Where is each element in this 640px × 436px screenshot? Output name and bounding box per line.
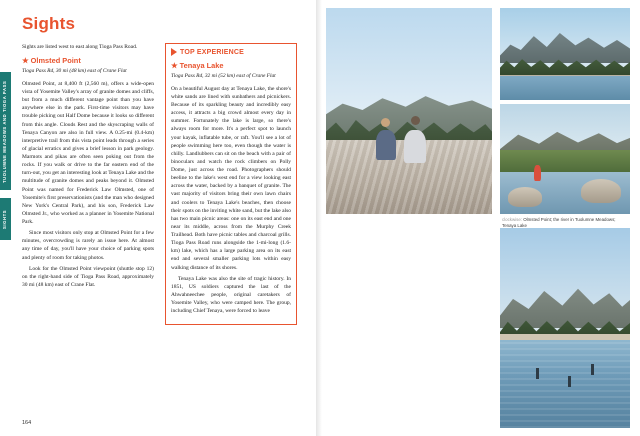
text-page [0,0,316,436]
olmsted-point-photo [326,8,492,214]
tenaya-paragraph-1: On a beautiful August day at Tenaya Lake, the shore's white sands are lined with sunbathers and picnickers. Because of its sparkling beauty and incredibly easy access, it attracts a big crowd almost every day in summer. Fortunately the lake is large, so there's always room for more. It's a perfect spot to launch your kayak, inflatable tube, or raft. You'll see a lot of people swimming here too, even though the water is chilly. Landlubbers can sit on the beach with a pair of binoculars and watch the rock climbers on Polly Dome, just across the road. Photographers should beeline to the lake's west end for a view looking east across the water, backed by a banquet of granite. The vast majority of visitors bring their own lawn chairs and coolers to Tenaya Lake's beaches, then choose their spots on the inviting white sand, but the lake also has two main picnic areas: one on its east end and one near its middle, across from the Murphy Creek Trailhead. Both have picnic tables and charcoal grills. Tioga Pass Road runs alongside the 1-mi-long (1.6-km) lake, which has a large parking area on its east end and several smaller parking lots within easy walking distance of its shores. [171,85,291,271]
photo-caption-text: Olmsted Point; the river in Tuolumne Meadows; Tenaya Lake [502,217,616,228]
top-experience-box [165,43,297,325]
page-content [22,14,298,325]
photo-person [534,165,541,181]
page-number: 164 [22,420,32,426]
tenaya-paragraph-2: Tenaya Lake was also the site of tragic history. In 1851, US soldiers captured the last of the Ahwahneechee people, original caretakers of Yosemite Valley, who were camped here. The group, including Chief Tenaya, were forced to leave [171,275,291,315]
top-experience-header [171,48,291,56]
page-title: Sights [22,14,76,33]
olmsted-paragraph-1: Olmsted Point, at 8,400 ft (2,560 m), offers a wide-open vista of Yosemite Valley's array of granite domes and cliffs, but from a much different vantage point than you have anywhere else in the park. First-time visitors may have trouble picking out Half Dome because it looks so different from this angle. Clouds Rest and the skyscraping walls of Tenaya Canyon are also in full view. A 0.25-mi (0.4-km) interpretive trail from this vista point leads through a series of glacial erratics and gives a brief lesson in park geology. Marmots and pikas are often seen poking out from the rocks. If you walk or drive to the far eastern end of the turn-out, you get an interesting look at Tenaya Lake and the multitude of granite domes and peaks beyond it. Olmsted Point was named for Frederick Law Olmsted, one of Yosemite's first preservationists (and the man who designed New York's Central Park), and his son, Frederick Law Olmsted Jr., who worked as a planner in Yosemite National Park. [22,80,154,226]
photo-rock-left [508,187,542,207]
play-triangle-icon [171,48,177,56]
section-heading-tenaya-lake: ★ Tenaya Lake [171,61,224,70]
section-subhead-olmsted-point: Tioga Pass Rd, 30 mi (48 km) east of Crane Flat [22,68,127,75]
photo-meadow [500,150,630,174]
section-heading-olmsted-point: ★ Olmsted Point [22,56,81,66]
intro-paragraph: Sights are listed west to east along Tioga Pass Road. [22,44,138,50]
photo-person-right [404,130,426,163]
side-tab [0,0,14,436]
photo-paddleboarder-1 [536,368,539,379]
photo-caption-credit: clockwise: [502,217,523,222]
olmsted-paragraph-2: Since most visitors only stop at Olmsted Point for a few minutes, overcrowding is rarely an issue here. At almost any time of day, you'll have your choice of parking spots and plenty of room for taking photos. [22,230,154,261]
photo-lake-water [500,340,630,428]
two-column-body [22,43,298,325]
olmsted-paragraph-3: Look for the Olmsted Point viewpoint (shuttle stop 12) on the right-hand side of Tioga Pass Road, approximately 30 mi (48 km) east of Crane Flat. [22,265,154,288]
photo-rock-right [581,179,621,203]
side-tab-section-label: SIGHTS [2,209,7,229]
column-right [165,43,297,325]
photo-paddleboarder-2 [568,376,571,387]
photo-paddleboarder-3 [591,364,594,375]
photo-lake-water [500,76,630,100]
top-experience-label: TOP EXPERIENCE [180,48,245,56]
photo-page [316,0,640,436]
photo-person-left [376,130,396,160]
tuolumne-river-photo [500,104,630,214]
side-tab-chapter-label: TUOLUMNE MEADOWS AND TIOGA PASS [2,80,7,184]
tenaya-lake-paddleboard-photo [500,228,630,428]
column-left [22,43,154,325]
book-gutter-shadow [316,0,322,436]
tenaya-lake-photo [500,8,630,100]
section-subhead-tenaya-lake: Tioga Pass Rd, 32 mi (52 km) east of Crane Flat [171,73,276,79]
